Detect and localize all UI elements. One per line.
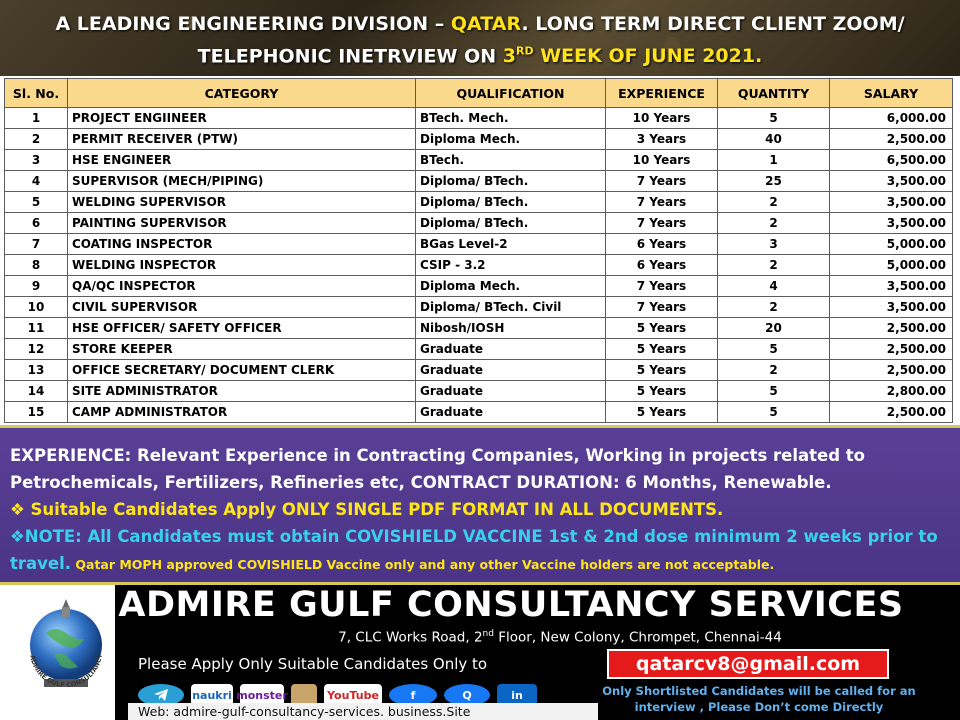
column-header: EXPERIENCE xyxy=(606,79,718,108)
vacancy-table xyxy=(4,78,953,423)
qn-icon[interactable]: Q xyxy=(444,684,490,706)
address-part: 7, CLC Works Road, 2 xyxy=(338,629,483,646)
category-cell: STORE KEEPER xyxy=(68,339,416,360)
header-week-text: WEEK OF JUNE 2021. xyxy=(533,45,763,68)
shortlist-note: Only Shortlisted Candidates will be called for an interview , Please Don’t come Directly xyxy=(602,684,916,714)
header-line-2 xyxy=(0,38,960,70)
category-cell: PROJECT ENGIINEER xyxy=(68,108,416,129)
salary-cell: 3,500.00 xyxy=(830,192,953,213)
serial-number-cell: 5 xyxy=(5,192,68,213)
qualification-cell: Graduate xyxy=(416,360,606,381)
experience-cell: 6 Years xyxy=(606,255,718,276)
column-header: QUALIFICATION xyxy=(416,79,606,108)
footer xyxy=(0,585,960,720)
vacancy-table-container xyxy=(0,76,960,425)
salary-cell: 3,500.00 xyxy=(830,171,953,192)
logo-text: ADMIRE GULF CONSULTANCY xyxy=(28,653,104,690)
table-row xyxy=(5,192,953,213)
pdf-note: ❖ Suitable Candidates Apply ONLY SINGLE PDF FORMAT IN ALL DOCUMENTS. xyxy=(10,500,724,519)
salary-cell: 2,500.00 xyxy=(830,318,953,339)
experience-cell: 5 Years xyxy=(606,318,718,339)
salary-cell: 2,500.00 xyxy=(830,339,953,360)
column-header: Sl. No. xyxy=(5,79,68,108)
table-row xyxy=(5,129,953,150)
column-header: CATEGORY xyxy=(68,79,416,108)
category-cell: WELDING SUPERVISOR xyxy=(68,192,416,213)
qualification-cell: BTech. Mech. xyxy=(416,108,606,129)
qualification-cell: BTech. xyxy=(416,150,606,171)
qualification-cell: Diploma/ BTech. xyxy=(416,171,606,192)
youtube-icon[interactable]: YouTube xyxy=(324,684,382,706)
table-row xyxy=(5,339,953,360)
table-header-row xyxy=(5,79,953,108)
quantity-cell: 2 xyxy=(718,192,830,213)
qualification-cell: Nibosh/IOSH xyxy=(416,318,606,339)
quantity-cell: 4 xyxy=(718,276,830,297)
quantity-cell: 5 xyxy=(718,402,830,423)
company-name: ADMIRE GULF CONSULTANCY SERVICES xyxy=(118,585,904,625)
salary-cell: 2,500.00 xyxy=(830,129,953,150)
serial-number-cell: 14 xyxy=(5,381,68,402)
qualification-cell: Graduate xyxy=(416,381,606,402)
experience-cell: 7 Years xyxy=(606,192,718,213)
qualification-cell: BGas Level-2 xyxy=(416,234,606,255)
category-cell: SUPERVISOR (MECH/PIPING) xyxy=(68,171,416,192)
quantity-cell: 25 xyxy=(718,171,830,192)
table-row xyxy=(5,150,953,171)
table-row xyxy=(5,234,953,255)
quantity-cell: 2 xyxy=(718,255,830,276)
quantity-cell: 5 xyxy=(718,339,830,360)
serial-number-cell: 9 xyxy=(5,276,68,297)
category-cell: WELDING INSPECTOR xyxy=(68,255,416,276)
vaccine-note xyxy=(10,523,950,578)
qualification-cell: Graduate xyxy=(416,339,606,360)
company-logo xyxy=(16,593,116,701)
qualification-cell: Diploma Mech. xyxy=(416,129,606,150)
quantity-cell: 2 xyxy=(718,360,830,381)
experience-cell: 3 Years xyxy=(606,129,718,150)
experience-cell: 7 Years xyxy=(606,213,718,234)
company-address xyxy=(280,629,840,646)
apply-instruction: Please Apply Only Suitable Candidates Only to xyxy=(138,655,488,673)
category-cell: HSE ENGINEER xyxy=(68,150,416,171)
vaccine-note-detail: Qatar MOPH approved COVISHIELD Vaccine only and any other Vaccine holders are not acceptable. xyxy=(71,557,775,572)
experience-cell: 7 Years xyxy=(606,171,718,192)
monster-icon[interactable]: monster xyxy=(240,684,284,706)
salary-cell: 2,800.00 xyxy=(830,381,953,402)
table-row xyxy=(5,171,953,192)
category-cell: OFFICE SECRETARY/ DOCUMENT CLERK xyxy=(68,360,416,381)
experience-note: EXPERIENCE: Relevant Experience in Contracting Companies, Working in projects related to Petrochemicals, Fertilizers, Refineries etc, CONTRACT DURATION: 6 Months, Renewable. xyxy=(10,446,866,492)
facebook-icon[interactable]: f xyxy=(389,684,437,706)
header-text: A LEADING ENGINEERING DIVISION – xyxy=(55,13,451,35)
address-sup: nd xyxy=(482,629,494,639)
category-cell: PERMIT RECEIVER (PTW) xyxy=(68,129,416,150)
linkedin-icon[interactable]: in xyxy=(497,684,537,706)
serial-number-cell: 13 xyxy=(5,360,68,381)
qualification-cell: CSIP - 3.2 xyxy=(416,255,606,276)
table-row xyxy=(5,381,953,402)
qualification-cell: Diploma/ BTech. xyxy=(416,192,606,213)
qualification-cell: Diploma/ BTech. xyxy=(416,213,606,234)
category-cell: QA/QC INSPECTOR xyxy=(68,276,416,297)
serial-number-cell: 15 xyxy=(5,402,68,423)
table-row xyxy=(5,318,953,339)
header-text: TELEPHONIC INETRVIEW ON xyxy=(197,45,503,68)
experience-cell: 5 Years xyxy=(606,339,718,360)
qualification-cell: Diploma/ BTech. Civil xyxy=(416,297,606,318)
table-row xyxy=(5,276,953,297)
qualification-cell: Diploma Mech. xyxy=(416,276,606,297)
quantity-cell: 5 xyxy=(718,108,830,129)
serial-number-cell: 2 xyxy=(5,129,68,150)
serial-number-cell: 7 xyxy=(5,234,68,255)
salary-cell: 3,500.00 xyxy=(830,297,953,318)
header-line-1 xyxy=(0,10,960,38)
salary-cell: 5,000.00 xyxy=(830,255,953,276)
column-header: SALARY xyxy=(830,79,953,108)
address-part: Floor, New Colony, Chrompet, Chennai-44 xyxy=(493,629,782,646)
category-cell: PAINTING SUPERVISOR xyxy=(68,213,416,234)
column-header: QUANTITY xyxy=(718,79,830,108)
experience-cell: 6 Years xyxy=(606,234,718,255)
experience-cell: 10 Years xyxy=(606,150,718,171)
experience-cell: 5 Years xyxy=(606,381,718,402)
notes-panel xyxy=(0,425,960,585)
quantity-cell: 40 xyxy=(718,129,830,150)
table-row xyxy=(5,108,953,129)
salary-cell: 3,500.00 xyxy=(830,276,953,297)
quantity-cell: 3 xyxy=(718,234,830,255)
category-cell: CAMP ADMINISTRATOR xyxy=(68,402,416,423)
header-week xyxy=(503,45,763,67)
quantity-cell: 5 xyxy=(718,381,830,402)
naukri-icon[interactable]: naukri xyxy=(191,684,233,706)
serial-number-cell: 8 xyxy=(5,255,68,276)
serial-number-cell: 12 xyxy=(5,339,68,360)
experience-cell: 7 Years xyxy=(606,297,718,318)
serial-number-cell: 3 xyxy=(5,150,68,171)
salary-cell: 5,000.00 xyxy=(830,234,953,255)
salary-cell: 6,500.00 xyxy=(830,150,953,171)
experience-cell: 5 Years xyxy=(606,360,718,381)
experience-cell: 7 Years xyxy=(606,276,718,297)
salary-cell: 2,500.00 xyxy=(830,402,953,423)
page-header xyxy=(0,0,960,76)
category-cell: CIVIL SUPERVISOR xyxy=(68,297,416,318)
table-row xyxy=(5,360,953,381)
category-cell: COATING INSPECTOR xyxy=(68,234,416,255)
table-row xyxy=(5,402,953,423)
quantity-cell: 2 xyxy=(718,297,830,318)
quantity-cell: 2 xyxy=(718,213,830,234)
serial-number-cell: 4 xyxy=(5,171,68,192)
table-row xyxy=(5,255,953,276)
category-cell: SITE ADMINISTRATOR xyxy=(68,381,416,402)
website-link[interactable]: Web: admire-gulf-consultancy-services. business.Site xyxy=(128,703,598,720)
table-row xyxy=(5,297,953,318)
vaccine-note-main: ❖NOTE: All Candidates must obtain COVISHIELD VACCINE 1st & 2nd dose minimum 2 weeks prior to travel. xyxy=(10,527,938,573)
quantity-cell: 20 xyxy=(718,318,830,339)
qualification-cell: Graduate xyxy=(416,402,606,423)
experience-cell: 5 Years xyxy=(606,402,718,423)
contact-email[interactable]: qatarcv8@gmail.com xyxy=(607,649,889,679)
quantity-cell: 1 xyxy=(718,150,830,171)
salary-cell: 3,500.00 xyxy=(830,213,953,234)
table-body xyxy=(5,108,953,423)
serial-number-cell: 10 xyxy=(5,297,68,318)
salary-cell: 6,000.00 xyxy=(830,108,953,129)
header-week-number: 3 xyxy=(502,45,516,68)
experience-cell: 10 Years xyxy=(606,108,718,129)
header-week-suffix: RD xyxy=(515,45,534,58)
salary-cell: 2,500.00 xyxy=(830,360,953,381)
serial-number-cell: 11 xyxy=(5,318,68,339)
header-text: . LONG TERM DIRECT CLIENT ZOOM/ xyxy=(521,13,905,35)
category-cell: HSE OFFICER/ SAFETY OFFICER xyxy=(68,318,416,339)
serial-number-cell: 1 xyxy=(5,108,68,129)
table-row xyxy=(5,213,953,234)
serial-number-cell: 6 xyxy=(5,213,68,234)
header-country: QATAR xyxy=(450,13,522,35)
